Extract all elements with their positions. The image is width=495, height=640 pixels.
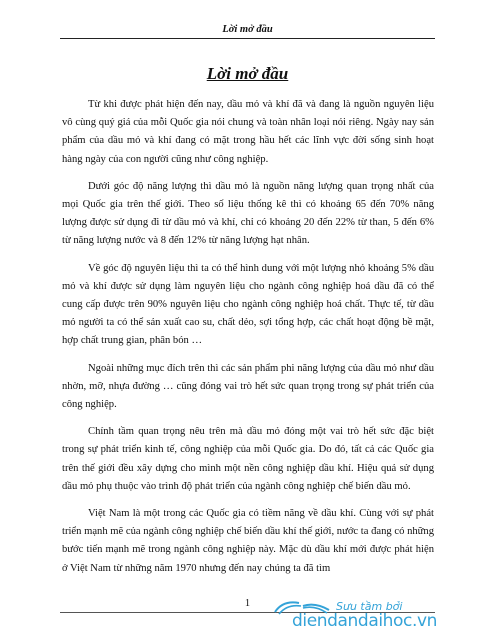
- paragraph: Việt Nam là một trong các Quốc gia có tiềm năng về dầu khí. Cùng với sự phát triển mạnh mẽ của ngành công nghiệp chế biến dầu khí thế giới, nước ta đang có những bước tiến mạnh mẽ trong ngành công nghiệp này. Mặc dù dầu khí mới được phát hiện ở Việt Nam từ những năm 1970 nhưng đến nay chúng ta đã tìm: [62, 508, 434, 574]
- paragraph: Về góc độ nguyên liệu thì ta có thể hình dung với một lượng nhỏ khoảng 5% dầu mỏ và khí được sử dụng làm nguyên liệu cho ngành công nghiệp hoá dầu đã có thể cung cấp được trên 90% nguyên liệu cho ngành công nghiệp hoá chất. Thực tế, từ dầu mỏ người ta có thể sản xuất cao su, chất dẻo, sợi tổng hợp, các chất hoạt động bề mặt, hợp chất trung gian, phân bón …: [62, 262, 434, 347]
- running-header: Lời mở đầu: [60, 24, 435, 39]
- watermark-site-name: diendandaihoc.vn: [292, 611, 438, 631]
- page-number: 1: [244, 598, 251, 609]
- page-title: Lời mở đầu: [206, 64, 289, 83]
- paragraph: Ngoài những mục đích trên thì các sản phẩm phi năng lượng của dầu mỏ như dầu nhờn, mỡ, nhựa đường … cũng đóng vai trò hết sức quan trọng trong sự phát triển của công nghiệp.: [62, 362, 434, 411]
- paragraph: Từ khi được phát hiện đến nay, dầu mỏ và khí đã và đang là nguồn nguyên liệu vô cùng quý giá của mỗi Quốc gia nói chung và toàn nhân loại nói riêng. Ngày nay sản phẩm của dầu mỏ và khí đang có mặt trong hầu hết các lĩnh vực đời sống sinh hoạt hàng ngày của con người cũng như công nghiệp.: [62, 99, 434, 165]
- watermark-caption: Sưu tầm bởi: [336, 600, 403, 613]
- paragraph: Dưới góc độ năng lượng thì dầu mỏ là nguồn năng lượng quan trọng nhất của mọi Quốc gia trên thế giới. Theo số liệu thống kê thì có khoảng 65 đến 70% năng lượng được sử dụng đi từ dầu mỏ và khí, chỉ có khoảng 20 đến 22% từ than, 5 đến 6% từ năng lượng nước và 8 đến 12% từ năng lượng hạt nhân.: [62, 180, 434, 247]
- paragraph: Chính tầm quan trọng nêu trên mà dầu mỏ đóng một vai trò hết sức đặc biệt trong sự phát triển kinh tế, công nghiệp của mỗi Quốc gia. Do đó, tất cả các Quốc gia trên thế giới đều xây dựng cho mình một nền công nghiệp dầu khí. Hiệu quả sử dụng dầu mỏ phụ thuộc vào trình độ phát triển của ngành công nghiệp chế biến dầu mỏ.: [62, 426, 434, 492]
- body-text: [62, 96, 434, 587]
